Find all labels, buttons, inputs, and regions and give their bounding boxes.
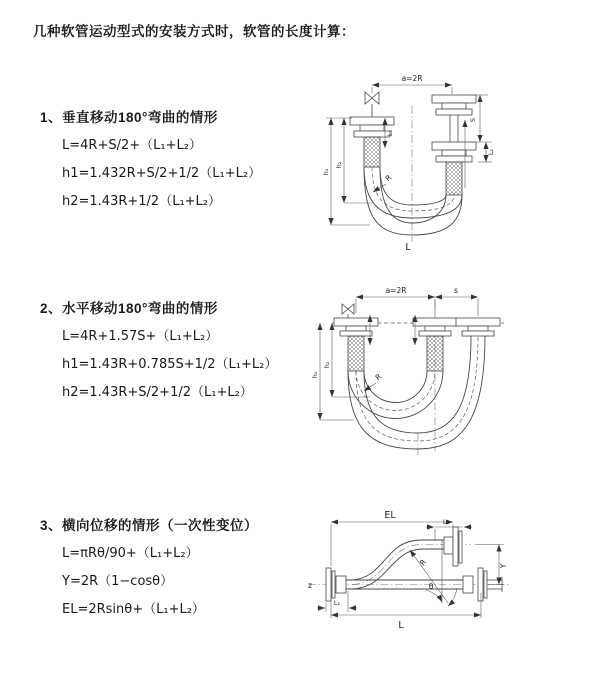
section2-formula-L: L=4R+1.57S+（L₁+L₂） [62, 329, 219, 344]
section2-heading: 2、水平移动180°弯曲的情形 [40, 301, 218, 316]
dim-s-label: s [454, 286, 458, 295]
right-flange-fitting [432, 95, 476, 195]
valve-icon [365, 92, 379, 117]
section1-heading: 1、垂直移动180°弯曲的情形 [40, 110, 218, 125]
section2-formula-h1: h1=1.43R+0.785S+1/2（L₁+L₂） [62, 357, 278, 372]
left-flange-fitting [334, 318, 378, 371]
diagram-lateral-displacement [295, 500, 595, 645]
dim-l2 [478, 142, 495, 162]
radius-label: R [373, 371, 384, 383]
centerline-mark: z [308, 581, 312, 590]
left-flange-fitting [326, 568, 346, 601]
dim-l2-label: L₂ [487, 148, 495, 156]
diagram-vertical-180-bend [302, 70, 582, 260]
section1-formula-L: L=4R+S/2+（L₁+L₂） [62, 138, 202, 153]
dim-a-2r-label: a=2R [385, 286, 407, 295]
section3-heading: 3、横向位移的情形（一次性变位） [40, 518, 259, 533]
left-flange-fitting [350, 117, 394, 167]
section1-formula-h2: h2=1.43R+1/2（L₁+L₂） [62, 194, 221, 209]
section3-formula-L: L=πRθ/90+（L₁+L₂） [62, 546, 199, 561]
dim-h1-label: h₁ [311, 371, 319, 379]
dim-l-label: L [398, 620, 404, 631]
upper-flange-fitting [444, 527, 462, 566]
middle-flange-fitting [413, 318, 457, 371]
dim-l [331, 593, 481, 631]
length-label: L [405, 242, 411, 253]
dim-h2-label: h₂ [335, 161, 343, 169]
diagram-horizontal-180-bend [308, 283, 588, 468]
dim-a-2r-label: a=2R [401, 74, 423, 83]
angle-theta-label: θ [428, 582, 434, 591]
page-title: 几种软管运动型式的安装方式时，软管的长度计算： [33, 24, 355, 39]
dim-l1-label: L₁ [333, 599, 341, 607]
dim-h2-label: h₂ [323, 361, 331, 369]
right-flange-fitting [456, 318, 500, 336]
radius-label: R [383, 172, 394, 184]
hose-u-bend-position2 [348, 336, 485, 449]
radius-callout [364, 372, 383, 391]
dim-h1 [311, 323, 354, 420]
section3-formula-EL: EL=2Rsinθ+（L₁+L₂） [62, 602, 205, 617]
dim-s-label: S [469, 117, 477, 123]
dim-el-label: EL [384, 510, 396, 521]
section3-formula-Y: Y=2R（1−cosθ） [62, 574, 174, 589]
dim-l1-label: L₁ [386, 129, 394, 137]
radius-label: R [417, 557, 429, 568]
dim-a-2r [372, 74, 452, 94]
dim-l2-label: L₂ [442, 518, 450, 526]
dim-l1 [317, 591, 357, 612]
dim-h1-label: h₁ [322, 168, 330, 176]
dim-y-label: Y [499, 563, 508, 569]
dim-a-2r-and-s [356, 286, 478, 316]
section2-formula-h2: h2=1.43R+S/2+1/2（L₁+L₂） [62, 385, 253, 400]
section1-formula-h1: h1=1.432R+S/2+1/2（L₁+L₂） [62, 166, 262, 181]
